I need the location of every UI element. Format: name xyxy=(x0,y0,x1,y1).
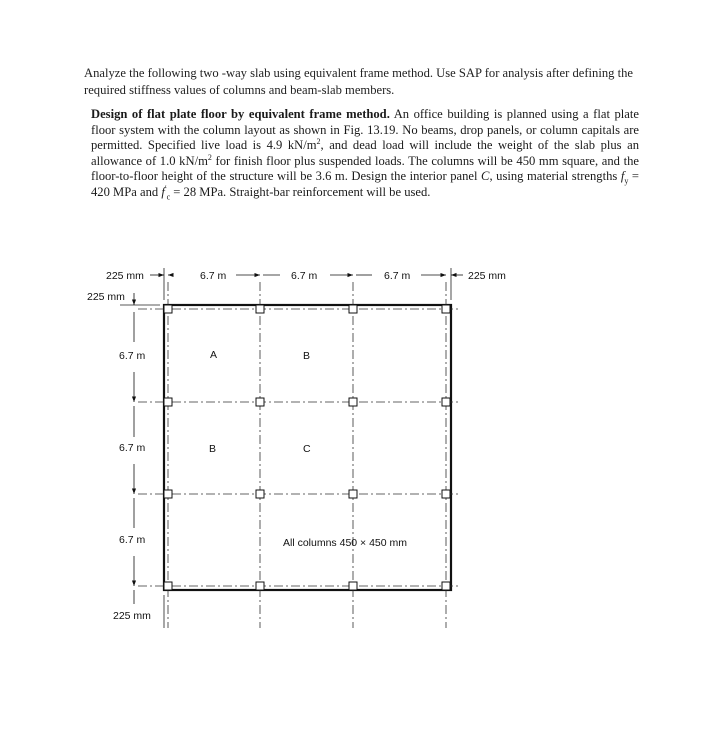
panel-label-a: A xyxy=(210,349,218,361)
fc-symbol: f xyxy=(161,184,165,199)
panel-label-c: C xyxy=(303,443,311,455)
fy-subscript: y xyxy=(624,176,629,186)
problem-heading: Design of flat plate floor by equivalent frame method. xyxy=(91,107,390,121)
problem-text-1: An office building is planned using a flat plate floor system with the column layout as shown in Fig. 13.19. No beams, drop panels, or column capitals are permitted. Specified live load is 4.9 kN/m xyxy=(91,107,639,153)
superscript-2a: 2 xyxy=(316,137,321,146)
dim-edge-left-top: 225 mm xyxy=(106,270,144,282)
panel-label-b-top: B xyxy=(303,350,311,362)
intro-paragraph: Analyze the following two -way slab using equivalent frame method. Use SAP for analysis after defining the required stiffness values of columns and beam-slab members. xyxy=(84,66,633,97)
superscript-2b: 2 xyxy=(207,152,212,162)
dim-span-x-1: 6.7 m xyxy=(200,270,227,282)
panel-label-b-left: B xyxy=(209,443,217,455)
dim-edge-right-top: 225 mm xyxy=(468,270,506,282)
dim-span-x-2: 6.7 m xyxy=(291,270,318,282)
fc-subscript: c xyxy=(166,192,171,202)
dim-span-y-1: 6.7 m xyxy=(119,350,146,362)
fy-symbol: f xyxy=(620,169,625,184)
fc-value: = 28 MPa. Straight-bar reinforcement will be used. xyxy=(170,184,431,199)
panel-letter: C xyxy=(481,169,490,184)
dim-edge-bottom: 225 mm xyxy=(113,610,151,622)
fy-value: = 420 MPa and xyxy=(91,169,639,199)
dim-span-x-3: 6.7 m xyxy=(384,270,411,282)
dim-span-y-3: 6.7 m xyxy=(119,534,146,546)
dim-span-y-2: 6.7 m xyxy=(119,442,146,454)
extension-lines xyxy=(120,268,451,628)
problem-text-4: , using material strengths xyxy=(489,169,621,184)
centerlines xyxy=(138,282,460,628)
fc-prime: ′ xyxy=(164,183,167,193)
problem-text-3: for finish floor plus suspended loads. The columns will be 450 mm square, and the floor-to-floor height of the structure will be 3.6 m. Design the interior panel xyxy=(91,153,639,184)
dim-edge-left-side: 225 mm xyxy=(87,291,125,303)
columns-note: All columns 450 × 450 mm xyxy=(283,537,408,549)
problem-text-2: , and dead load will include the weight of the slab plus an allowance of 1.0 kN/m xyxy=(91,138,639,168)
